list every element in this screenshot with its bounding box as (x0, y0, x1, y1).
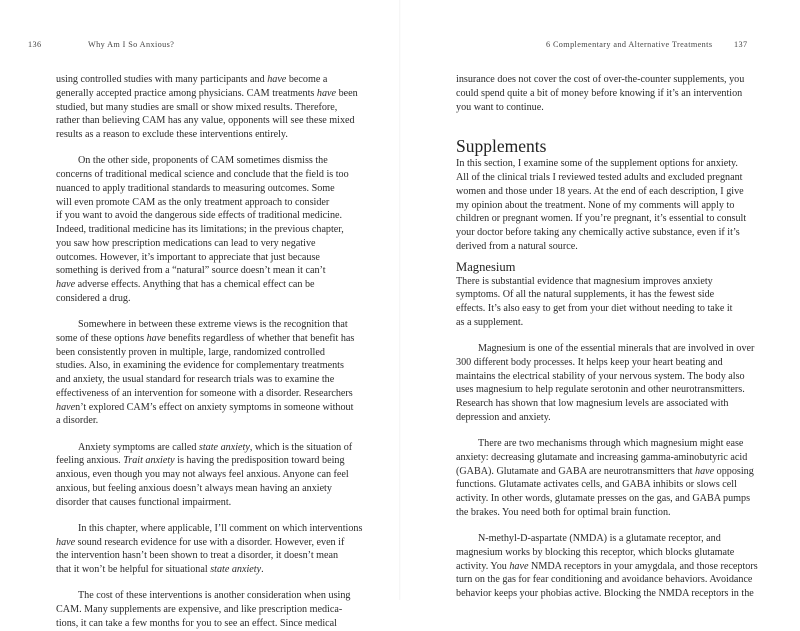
paragraph (456, 275, 750, 330)
text-line: have adverse effects. Anything that has a chemical effect can be (56, 279, 315, 290)
paragraph (456, 532, 758, 601)
text-line: haven’t explored CAM’s effect on anxiety symptoms in someone without (56, 401, 354, 413)
text-line: results as a reason to exclude these interventions entirely. (56, 129, 288, 140)
text-line: using controlled studies with many participants and have become a (56, 74, 328, 85)
text-line: as a supplement. (456, 316, 524, 328)
text-line: if you want to avoid the dangerous side effects of traditional medicine. (56, 210, 343, 222)
text-line: a disorder. (56, 415, 99, 427)
text-line: women and those under 18 years. At the end of each description, I give (456, 185, 744, 197)
text-line: been consistently proven in multiple, large, randomized controlled (56, 346, 325, 358)
text-line: you want to continue. (456, 101, 544, 113)
paragraph (56, 318, 355, 428)
text-line: In this section, I examine some of the supplement options for anxiety. (456, 158, 738, 170)
section-heading: Supplements (456, 136, 547, 157)
text-line: On the other side, proponents of CAM sometimes dismiss the (78, 155, 328, 167)
text-line: will even promote CAM as the only treatment approach to consider (56, 196, 330, 208)
paragraph (456, 73, 750, 114)
text-line: my opinion about the treatment. None of my comments will apply to (456, 199, 735, 211)
text-line: maintains the electrical stability of your nervous system. The body also (456, 370, 745, 382)
text-line: outcomes. However, it’s important to appreciate that just because (56, 251, 320, 263)
text-line: All of the clinical trials I reviewed tested adults and excluded pregnant (456, 172, 743, 183)
right-page (400, 0, 800, 600)
running-head: Why Am I So Anxious? (88, 40, 175, 49)
text-line: N-methyl-D-aspartate (NMDA) is a glutamate receptor, and (478, 533, 721, 544)
text-line: insurance does not cover the cost of over-the-counter supplements, you (456, 74, 745, 85)
text-line: activity. In other words, glutamate presses on the gas, and GABA pumps (456, 493, 751, 504)
text-line: (GABA). Glutamate and GABA are neurotransmitters that have opposing (456, 465, 754, 477)
text-line: studies. Also, in examining the evidence for complementary treatments (56, 360, 344, 372)
text-line: Somewhere in between these extreme views is the recognition that (78, 319, 348, 330)
text-line: uses magnesium to help regulate serotonin and other neurotransmitters. (456, 384, 745, 396)
paragraph (456, 342, 755, 425)
text-line: effects. It’s also easy to get from your diet without needing to take it (456, 303, 733, 314)
text-line: studied, but many studies are small or show mixed results. Therefore, (56, 101, 338, 113)
paragraph (56, 441, 351, 510)
text-line: nuanced to apply traditional standards to measuring outcomes. Some (56, 182, 335, 194)
text-line: have sound research evidence for use with a disorder. However, even if (56, 536, 345, 548)
text-line: 300 different body processes. It helps keep your heart beating and (456, 356, 723, 368)
paragraph (456, 157, 750, 253)
subsection-heading: Magnesium (456, 259, 516, 274)
text-line: rather than believing CAM has any value, opponents will see these mixed (56, 115, 355, 127)
text-line: Magnesium is one of the essential minerals that are involved in over (478, 343, 755, 354)
text-line: There is substantial evidence that magnesium improves anxiety (456, 275, 713, 287)
text-line: The cost of these interventions is another consideration when using (78, 590, 351, 602)
text-line: Anxiety symptoms are called state anxiety, which is the situation of (78, 441, 353, 453)
text-line: derived from a natural source. (456, 240, 578, 252)
paragraph (56, 589, 351, 630)
text-line: the intervention hasn’t been shown to treat a disorder, it doesn’t mean (56, 550, 339, 562)
text-line: you saw how prescription medications can lead to very negative (56, 237, 316, 249)
page-number: 136 (28, 40, 42, 49)
text-line: tions, it can take a few months for you to see an effect. Since medical (56, 617, 337, 629)
text-line: behavior keeps your phobias active. Blocking the NMDA receptors in the (456, 588, 754, 599)
text-line: that it won’t be helpful for situational state anxiety. (56, 564, 264, 575)
paragraph (56, 522, 363, 577)
text-line: Research has shown that low magnesium levels are associated with (456, 398, 729, 409)
running-head: 6 Complementary and Alternative Treatments (546, 40, 713, 49)
text-line: activity. You have NMDA receptors in your amygdala, and those receptors (456, 560, 758, 572)
text-line: concerns of traditional medical science and conclude that the field is too (56, 169, 349, 180)
text-line: some of these options have benefits regardless of whether that benefit has (56, 332, 355, 344)
text-line: generally accepted practice among physicians. CAM treatments have been (56, 87, 358, 99)
text-line: effectiveness of an intervention for someone with a disorder. Researchers (56, 387, 353, 399)
text-line: magnesium works by blocking this receptor, which blocks glutamate (456, 546, 735, 558)
left-page (0, 0, 400, 629)
text-line: something is derived from a “natural” source doesn’t mean it can’t (56, 265, 326, 277)
paragraph-group (456, 275, 758, 601)
text-line: anxious, even though you may not always feel anxious. Anyone can feel (56, 469, 349, 480)
text-line: depression and anxiety. (456, 411, 551, 423)
text-line: turn on the gas for fear conditioning and avoidance behaviors. Avoidance (456, 574, 753, 586)
text-line: anxiety: decreasing glutamate and increasing gamma-aminobutyric acid (456, 451, 748, 463)
paragraph (456, 437, 754, 520)
text-line: symptoms. Of all the natural supplements, it has the fewest side (456, 289, 715, 301)
body-text (56, 73, 363, 631)
text-line: functions. Glutamate activates cells, and GABA inhibits or slows cell (456, 479, 737, 491)
page-number: 137 (734, 40, 748, 49)
body-text (456, 73, 758, 601)
text-line: feeling anxious. Trait anxiety is having the predisposition toward being (56, 455, 345, 467)
text-line: In this chapter, where applicable, I’ll comment on which interventions (78, 522, 363, 534)
paragraph (56, 154, 351, 305)
paragraph (56, 73, 358, 142)
text-line: the brakes. You need both for optimal brain function. (456, 506, 671, 518)
text-line: disorder that causes functional impairment. (56, 496, 232, 508)
text-line: Indeed, traditional medicine has its limitations; in the previous chapter, (56, 224, 344, 235)
text-line: anxious, but feeling anxious doesn’t always mean having an anxiety (56, 482, 332, 494)
text-line: considered a drug. (56, 292, 131, 304)
text-line: and anxiety, the usual standard for research trials was to examine the (56, 374, 335, 385)
text-line: There are two mechanisms through which magnesium might ease (478, 438, 744, 449)
text-line: your doctor before taking any chemically active substance, even if it’s (456, 227, 740, 238)
text-line: CAM. Many supplements are expensive, and like prescription medica- (56, 604, 343, 615)
text-line: children or pregnant women. If you’re pregnant, it’s essential to consult (456, 213, 747, 225)
text-line: could spend quite a bit of money before knowing if it’s an intervention (456, 87, 743, 99)
